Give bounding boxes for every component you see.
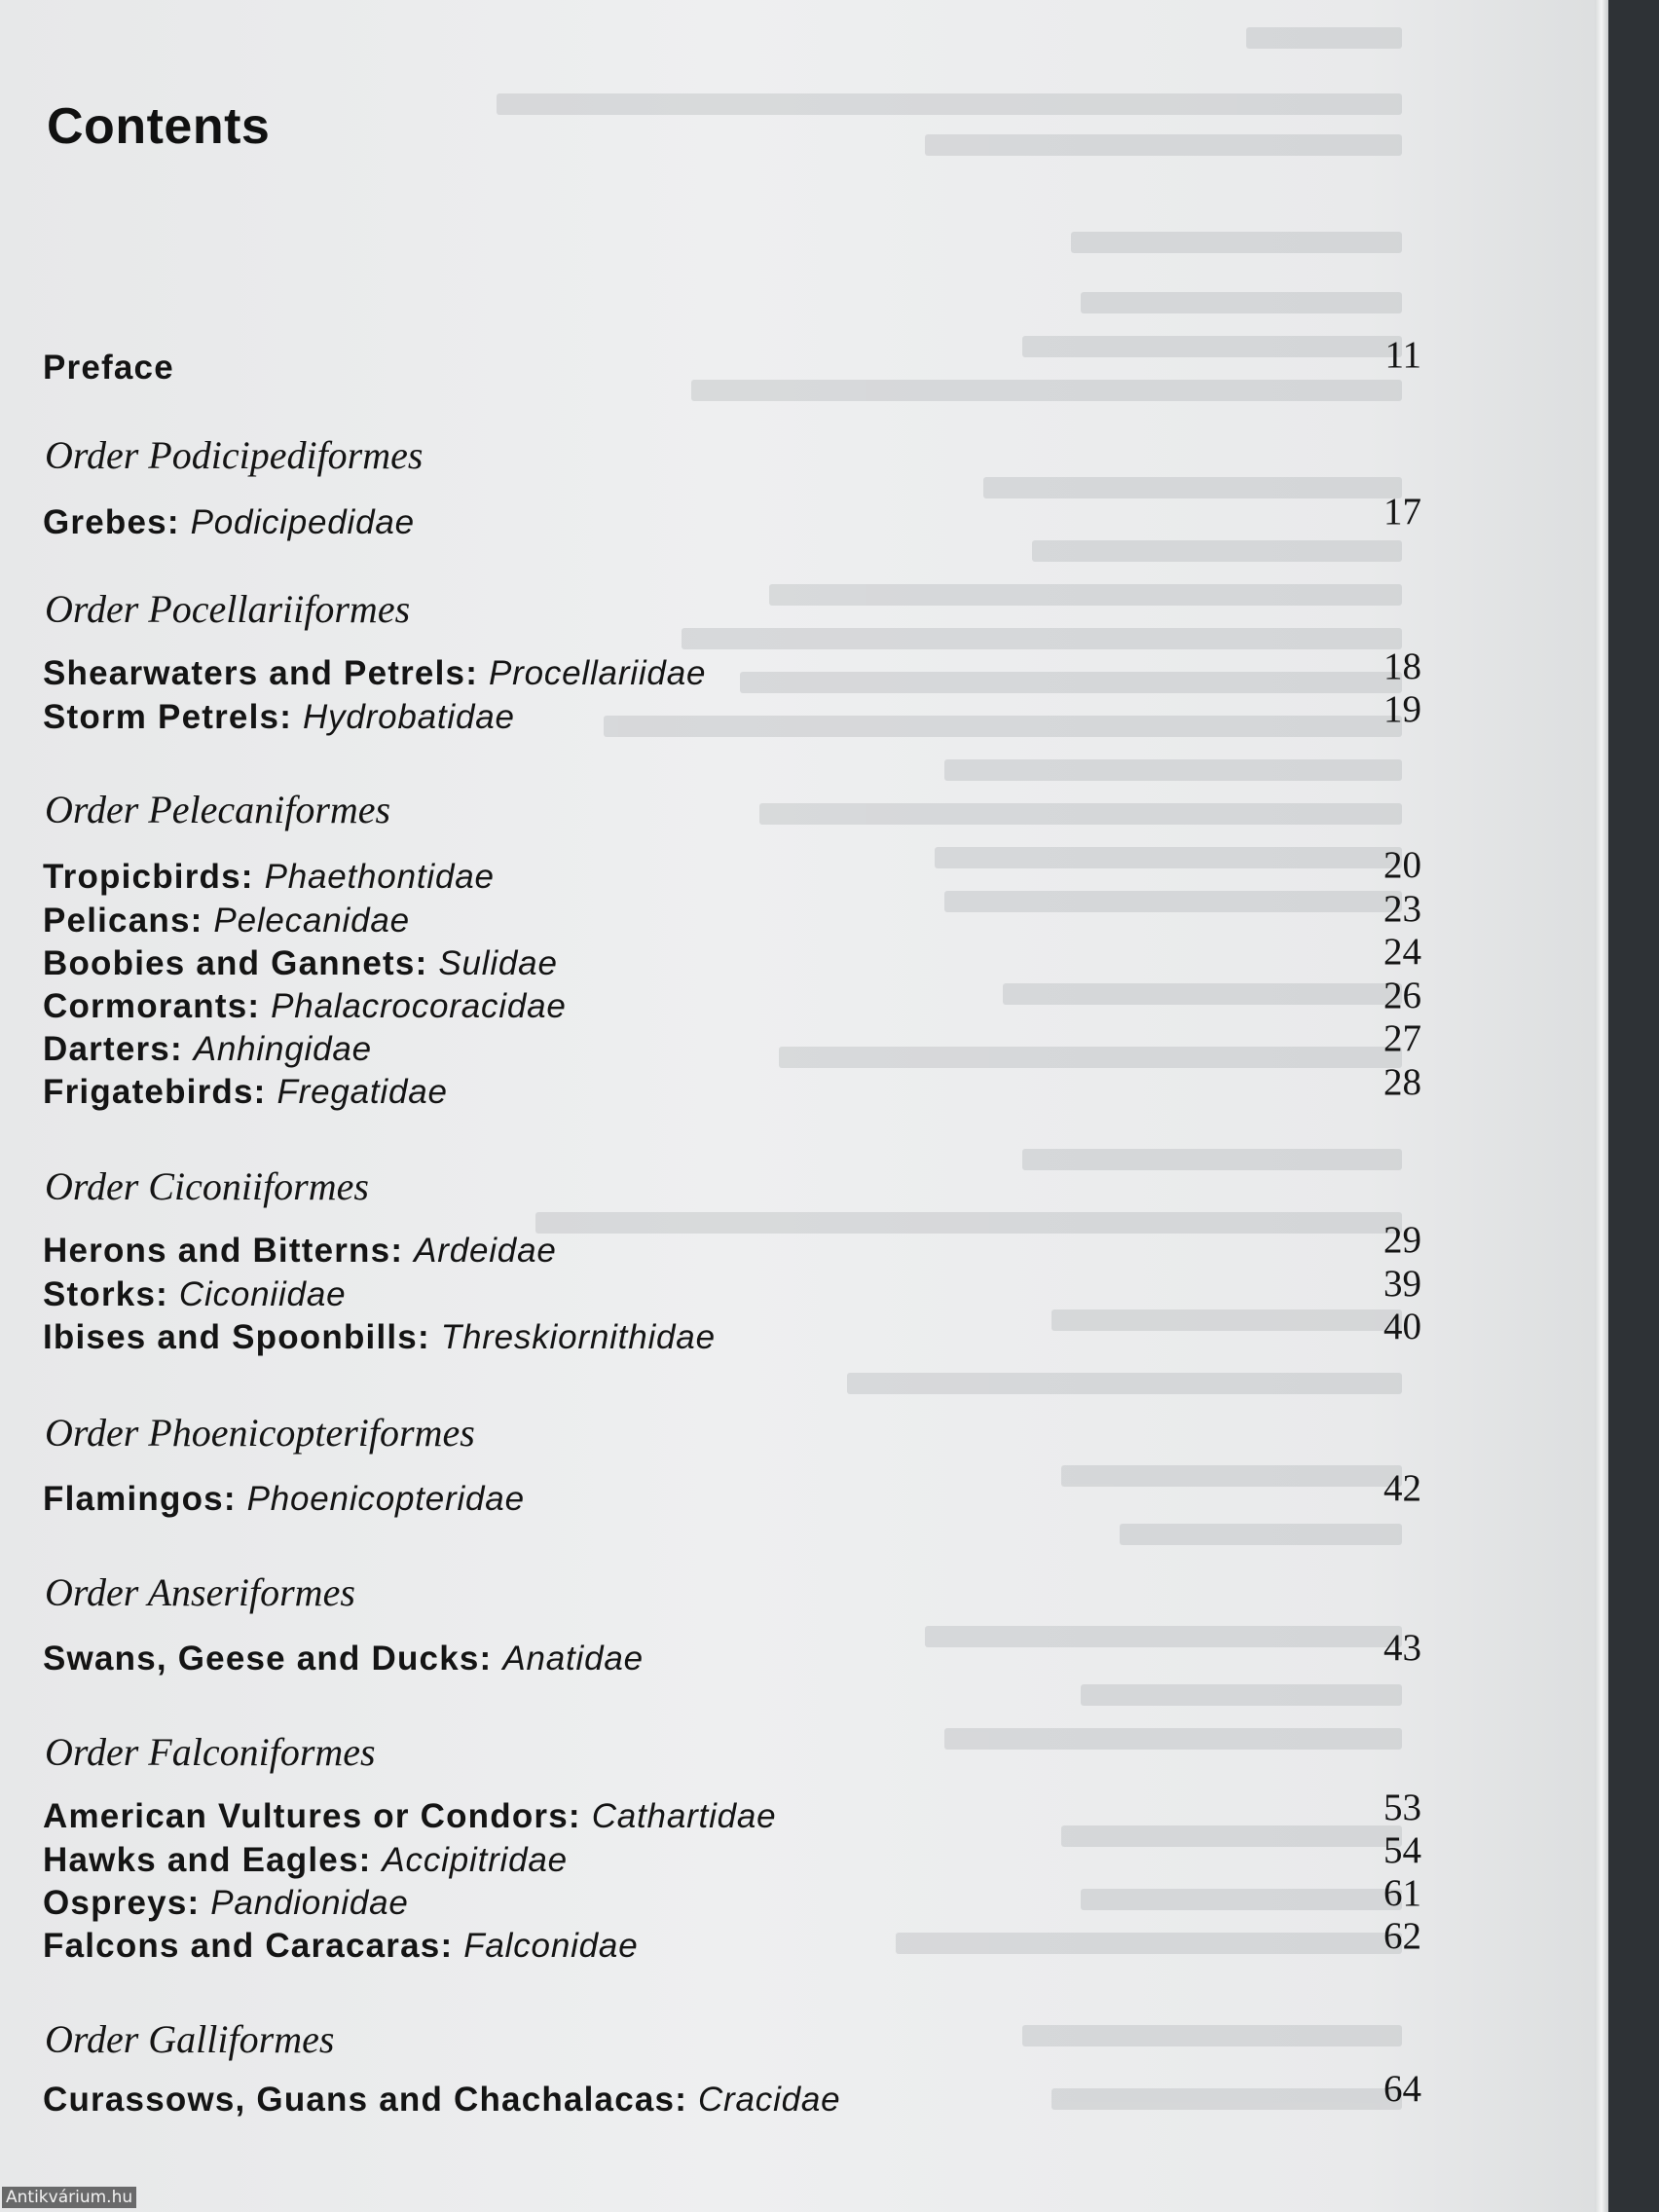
common-name: Shearwaters and Petrels (43, 654, 466, 692)
page-number: 19 (1383, 688, 1421, 730)
order-heading: Order Galliformes (45, 2017, 335, 2061)
common-name: Ibises and Spoonbills (43, 1318, 418, 1356)
separator: : (417, 1318, 441, 1356)
common-name: Darters (43, 1030, 170, 1068)
common-name: Boobies and Gannets (43, 944, 416, 982)
page-number: 62 (1383, 1915, 1421, 1957)
separator: : (568, 1797, 592, 1835)
toc-entry[interactable] (43, 1480, 525, 1519)
toc-entry[interactable] (43, 1030, 372, 1069)
order-heading: Order Phoenicopteriformes (45, 1411, 475, 1455)
separator: : (156, 1275, 179, 1313)
separator: : (279, 698, 303, 736)
page-number: 40 (1383, 1306, 1421, 1347)
family-name: Anhingidae (193, 1030, 372, 1068)
separator: : (187, 1884, 211, 1922)
family-name: Hydrobatidae (302, 698, 515, 736)
toc-entry[interactable] (43, 902, 410, 940)
page-number: 18 (1383, 645, 1421, 687)
separator: : (253, 1073, 277, 1111)
toc-entry[interactable] (43, 2081, 840, 2120)
common-name: Hawks and Eagles (43, 1841, 359, 1879)
page-title: Contents (47, 98, 271, 155)
family-name: Pelecanidae (213, 902, 410, 940)
family-name: Ardeidae (414, 1232, 557, 1270)
separator: : (465, 654, 489, 692)
toc-entry[interactable] (43, 987, 567, 1026)
page-number: 24 (1383, 931, 1421, 973)
entry-label: Preface (43, 349, 174, 387)
order-heading: Order Anseriformes (45, 1570, 355, 1614)
family-name: Cracidae (697, 2081, 841, 2119)
toc-entry-preface[interactable] (43, 349, 174, 387)
toc-entry[interactable] (43, 1318, 716, 1357)
page-number: 27 (1383, 1017, 1421, 1059)
separator: : (358, 1841, 383, 1879)
page-number: 26 (1383, 975, 1421, 1016)
separator: : (247, 987, 272, 1025)
family-name: Podicipedidae (190, 503, 415, 541)
separator: : (169, 1030, 194, 1068)
toc-entry[interactable] (43, 1275, 346, 1314)
common-name: Cormorants (43, 987, 248, 1025)
toc-entry[interactable] (43, 1927, 638, 1966)
order-heading: Order Ciconiiformes (45, 1164, 369, 1208)
page-number: 11 (1384, 334, 1421, 376)
family-name: Phalacrocoracidae (271, 987, 567, 1025)
family-name: Cathartidae (591, 1797, 777, 1835)
common-name: Storks (43, 1275, 157, 1313)
page-number: 53 (1383, 1787, 1421, 1828)
separator: : (390, 1232, 415, 1270)
common-name: Frigatebirds (43, 1073, 254, 1111)
page-number: 54 (1383, 1829, 1421, 1871)
family-name: Phoenicopteridae (246, 1480, 525, 1518)
page-number: 29 (1383, 1219, 1421, 1261)
family-name: Procellariidae (488, 654, 707, 692)
separator: : (223, 1480, 247, 1518)
family-name: Anatidae (502, 1640, 644, 1677)
page-number: 20 (1383, 844, 1421, 886)
toc-entry[interactable] (43, 858, 495, 897)
toc-entry[interactable] (43, 503, 415, 542)
page-number: 42 (1383, 1467, 1421, 1509)
family-name: Pandionidae (210, 1884, 409, 1922)
order-heading: Order Pelecaniformes (45, 788, 391, 831)
toc-entry[interactable] (43, 654, 706, 693)
common-name: Tropicbirds (43, 858, 241, 896)
family-name: Fregatidae (276, 1073, 448, 1111)
toc-entry[interactable] (43, 1884, 409, 1923)
family-name: Ciconiidae (178, 1275, 347, 1313)
family-name: Phaethontidae (264, 858, 495, 896)
separator: : (415, 944, 439, 982)
common-name: Pelicans (43, 902, 191, 940)
common-name: Ospreys (43, 1884, 188, 1922)
order-heading: Order Pocellariiformes (45, 587, 411, 631)
common-name: Flamingos (43, 1480, 224, 1518)
common-name: Herons and Bitterns (43, 1232, 391, 1270)
family-name: Falconidae (463, 1927, 639, 1965)
family-name: Threskiornithidae (440, 1318, 716, 1356)
common-name: Swans, Geese and Ducks (43, 1640, 480, 1677)
order-heading: Order Falconiformes (45, 1730, 376, 1774)
watermark: Antikvárium.hu (2, 2187, 136, 2208)
separator: : (440, 1927, 464, 1965)
toc-entry[interactable] (43, 944, 558, 983)
common-name: Curassows, Guans and Chachalacas (43, 2081, 676, 2119)
separator: : (240, 858, 265, 896)
family-name: Sulidae (438, 944, 558, 982)
common-name: Falcons and Caracaras (43, 1927, 441, 1965)
page-number: 28 (1383, 1061, 1421, 1103)
separator: : (675, 2081, 698, 2119)
common-name: Storm Petrels (43, 698, 280, 736)
common-name: Grebes (43, 503, 167, 541)
page-number: 43 (1383, 1627, 1421, 1669)
order-heading: Order Podicipediformes (45, 433, 424, 477)
page-number: 64 (1383, 2068, 1421, 2110)
toc-entry[interactable] (43, 698, 515, 737)
toc-entry[interactable] (43, 1640, 644, 1678)
toc-entry[interactable] (43, 1797, 776, 1836)
family-name: Accipitridae (382, 1841, 568, 1879)
page-number: 23 (1383, 888, 1421, 930)
separator: : (190, 902, 214, 940)
page-number: 39 (1383, 1263, 1421, 1305)
page-number: 17 (1383, 491, 1421, 533)
toc-entry[interactable] (43, 1841, 568, 1880)
page-number: 61 (1383, 1872, 1421, 1914)
common-name: American Vultures or Condors (43, 1797, 569, 1835)
page-number-column (1305, 0, 1421, 2212)
toc-entry[interactable] (43, 1232, 557, 1271)
separator: : (479, 1640, 503, 1677)
toc-entry[interactable] (43, 1073, 448, 1112)
separator: : (166, 503, 191, 541)
